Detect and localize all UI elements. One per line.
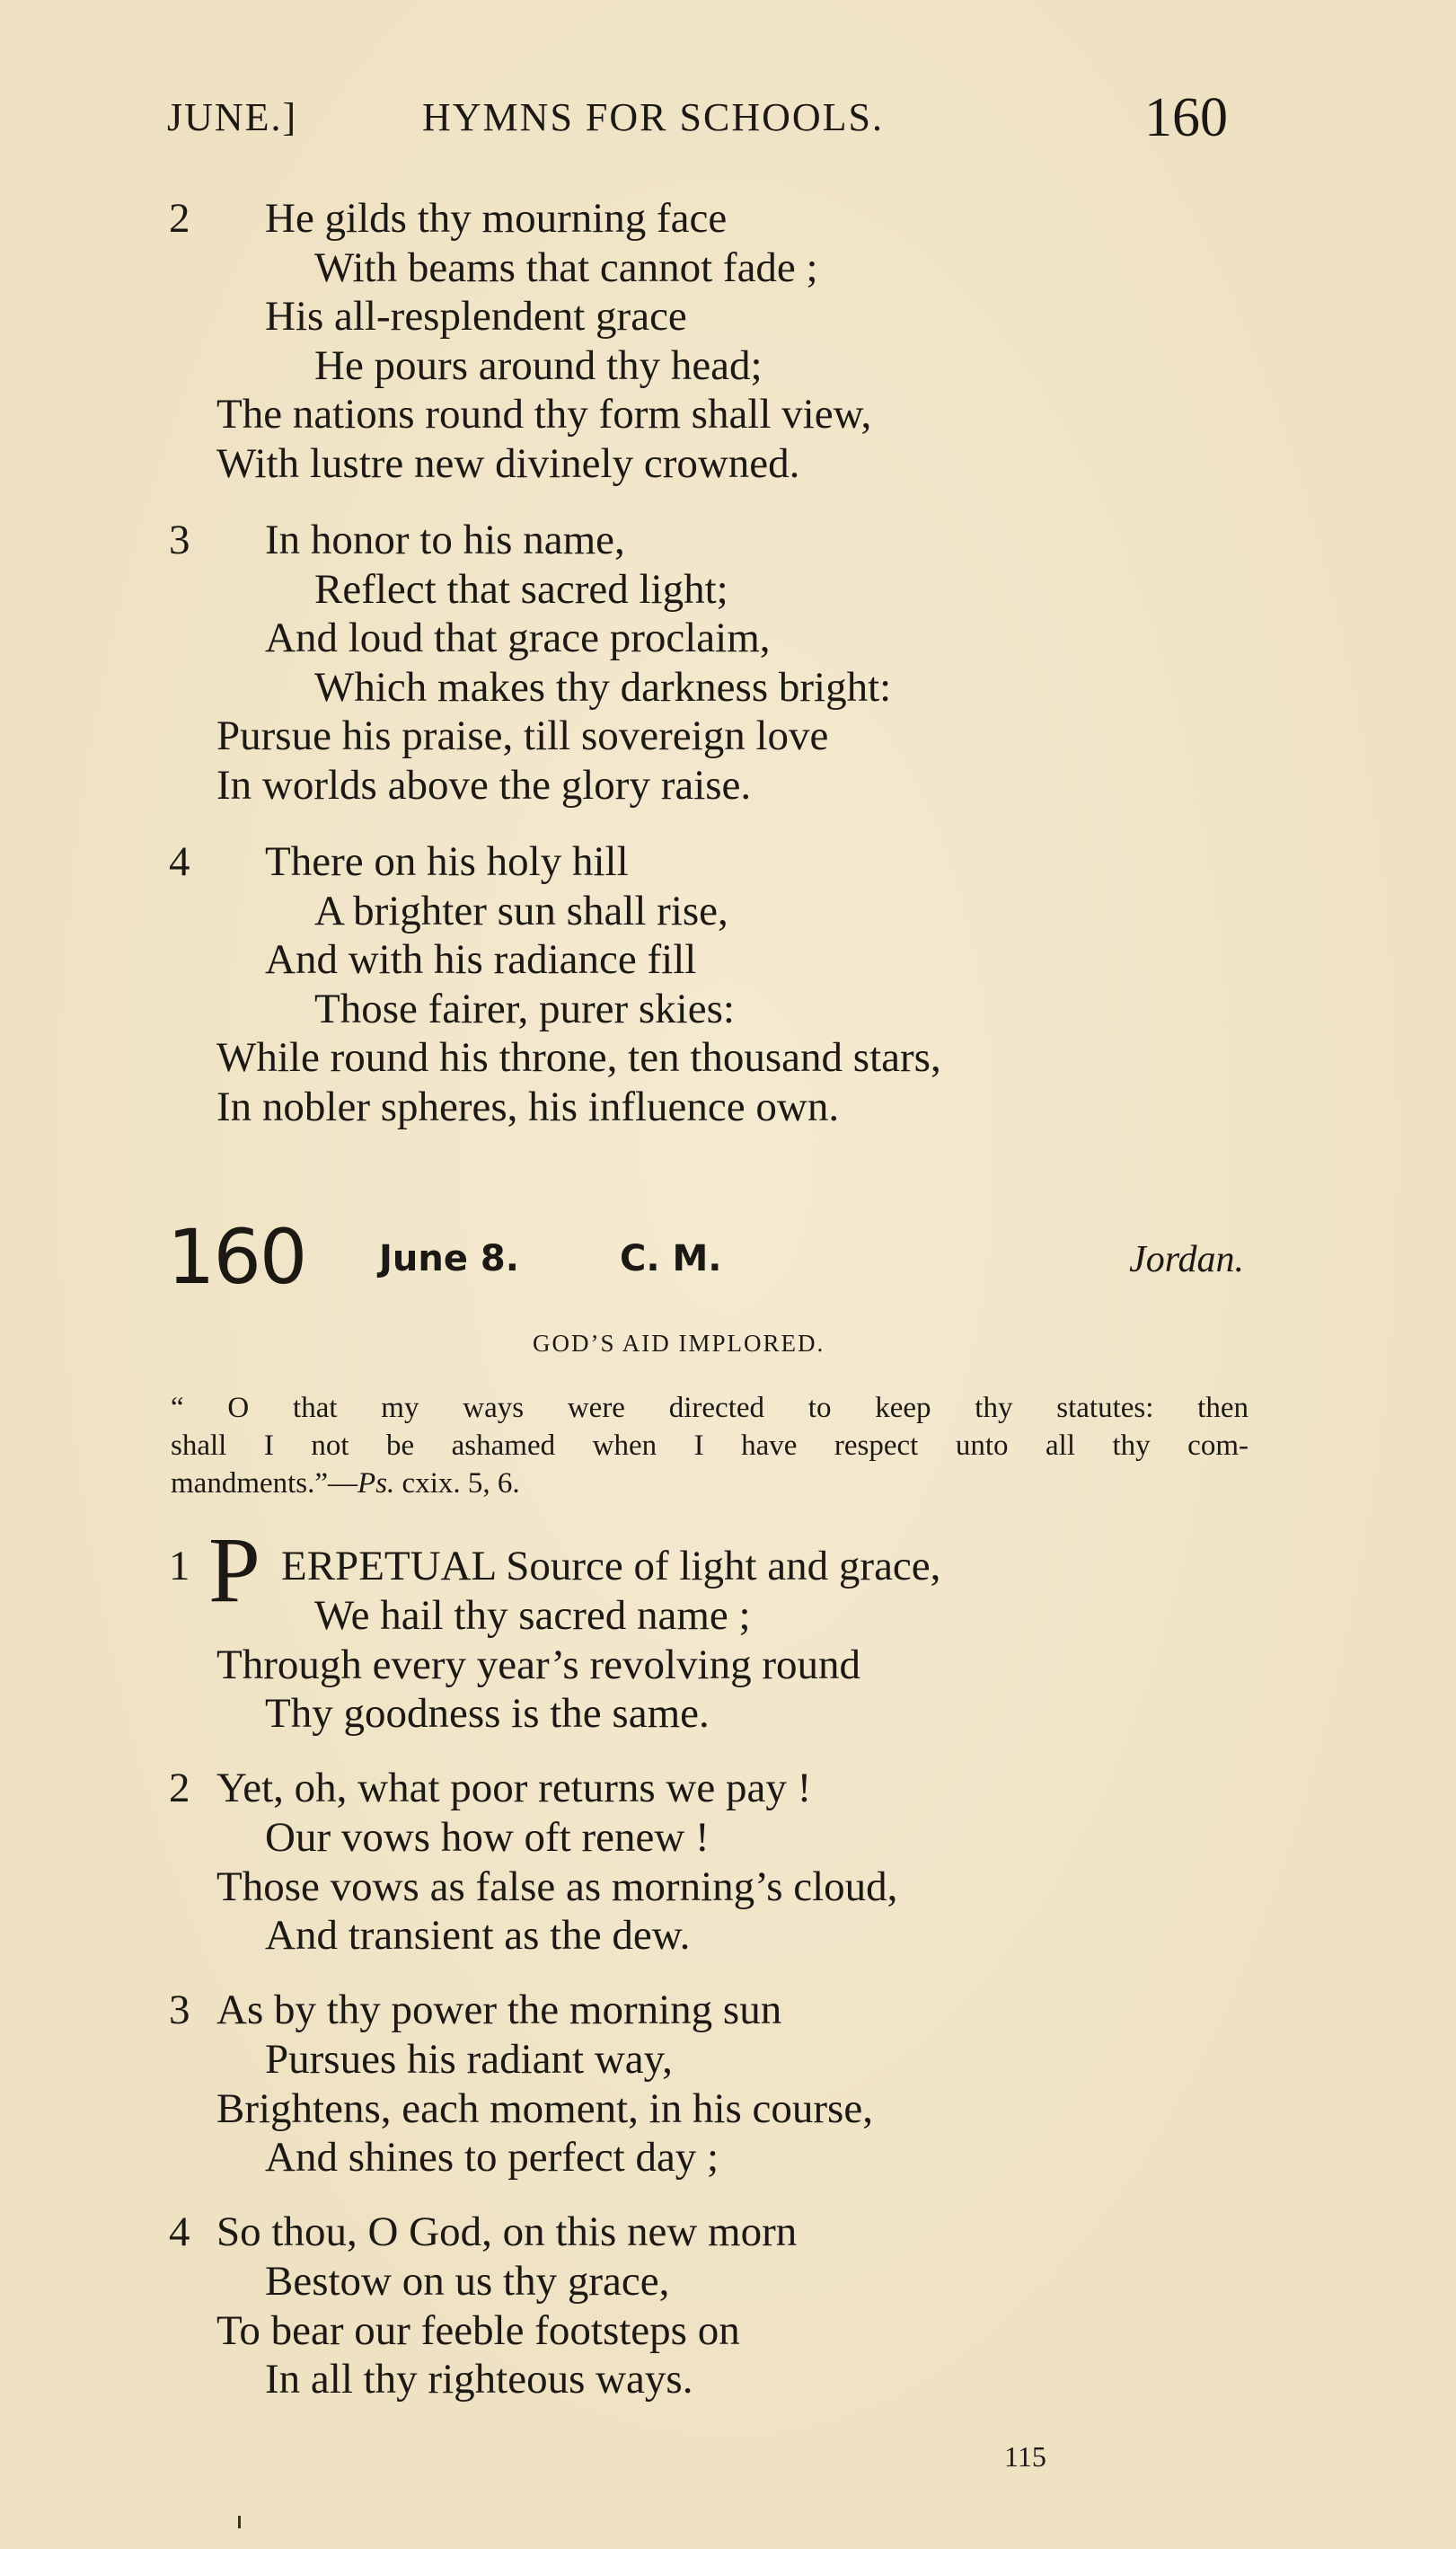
folio-number: 115 (1004, 2440, 1046, 2473)
verse-line: Through every year’s revolving round (216, 1642, 860, 1688)
ink-speck (238, 2516, 241, 2528)
verse-line: Those fairer, purer skies: (314, 986, 735, 1032)
verse-line: Pursue his praise, till sovereign love (216, 712, 829, 759)
verse-line: He gilds thy mourning face (265, 195, 728, 242)
hymn-date: June 8. (379, 1238, 519, 1279)
scripture-reference-book: Ps. (357, 1467, 395, 1500)
verse-line: Yet, oh, what poor returns we pay ! (216, 1765, 812, 1811)
verse-line: Bestow on us thy grace, (265, 2258, 670, 2305)
verse-line: In all thy righteous ways. (265, 2356, 693, 2403)
drop-cap: P (208, 1518, 260, 1622)
scripture-reference-verses: cxix. 5, 6. (394, 1467, 520, 1500)
stanza-number: 3 (169, 517, 190, 563)
hymn-subject: GOD’S AID IMPLORED. (533, 1330, 825, 1357)
verse-line: His all-resplendent grace (265, 293, 687, 340)
hymn-meter: C. M. (620, 1238, 722, 1279)
verse-line: Our vows how oft renew ! (265, 1814, 710, 1861)
stanza-number: 1 (169, 1543, 190, 1589)
verse-line: And with his radiance fill (265, 936, 697, 983)
verse-line: Those vows as false as morning’s cloud, (216, 1863, 898, 1910)
verse-line: Which makes thy darkness bright: (314, 664, 892, 711)
verse-line: And loud that grace proclaim, (265, 615, 771, 661)
verse-line: With lustre new divinely crowned. (216, 440, 800, 487)
verse-line: Pursues his radiant way, (265, 2036, 673, 2083)
verse-line: In honor to his name, (265, 517, 625, 563)
page-number: 160 (1144, 87, 1228, 148)
epigraph-line (171, 1465, 1249, 1502)
stanza-number: 3 (169, 1987, 190, 2033)
verse-line: And transient as the dew. (265, 1912, 691, 1959)
hymn-number: 160 (167, 1213, 306, 1301)
verse-line: Brightens, each moment, in his course, (216, 2085, 873, 2132)
epigraph-line: shall I not be ashamed when I have respect unto all thy com- (171, 1429, 1249, 1462)
verse-line: While round his throne, ten thousand stars, (216, 1034, 941, 1081)
verse-line: ERPETUAL Source of light and grace, (281, 1543, 941, 1589)
verse-line: In nobler spheres, his influence own. (216, 1084, 840, 1130)
verse-line: The nations round thy form shall view, (216, 391, 872, 438)
stanza-number: 4 (169, 2208, 190, 2255)
verse-line: To bear our feeble footsteps on (216, 2307, 740, 2354)
epigraph-line: “ O that my ways were directed to keep thy statutes: then (171, 1392, 1249, 1424)
stanza-number: 2 (169, 195, 190, 242)
verse-line: A brighter sun shall rise, (314, 888, 728, 934)
verse-line: Thy goodness is the same. (265, 1690, 710, 1737)
verse-line: He pours around thy head; (314, 342, 763, 389)
stanza-number: 2 (169, 1765, 190, 1811)
verse-line: With beams that cannot fade ; (314, 244, 818, 291)
verse-line: There on his holy hill (265, 838, 629, 885)
verse-line: So thou, O God, on this new morn (216, 2208, 798, 2255)
verse-line: As by thy power the morning sun (216, 1987, 782, 2033)
verse-line: In worlds above the glory raise. (216, 762, 752, 809)
verse-line: We hail thy sacred name ; (314, 1592, 751, 1639)
epigraph-text: mandments.”— (171, 1467, 358, 1500)
scripture-epigraph (171, 1389, 1249, 1502)
running-head-section: JUNE.] (167, 95, 298, 139)
verse-line: Reflect that sacred light; (314, 566, 728, 613)
verse-line: And shines to perfect day ; (265, 2134, 719, 2181)
running-head-title: HYMNS FOR SCHOOLS. (422, 95, 885, 139)
hymn-tune-name: Jordan. (1129, 1239, 1244, 1280)
stanza-number: 4 (169, 838, 190, 885)
